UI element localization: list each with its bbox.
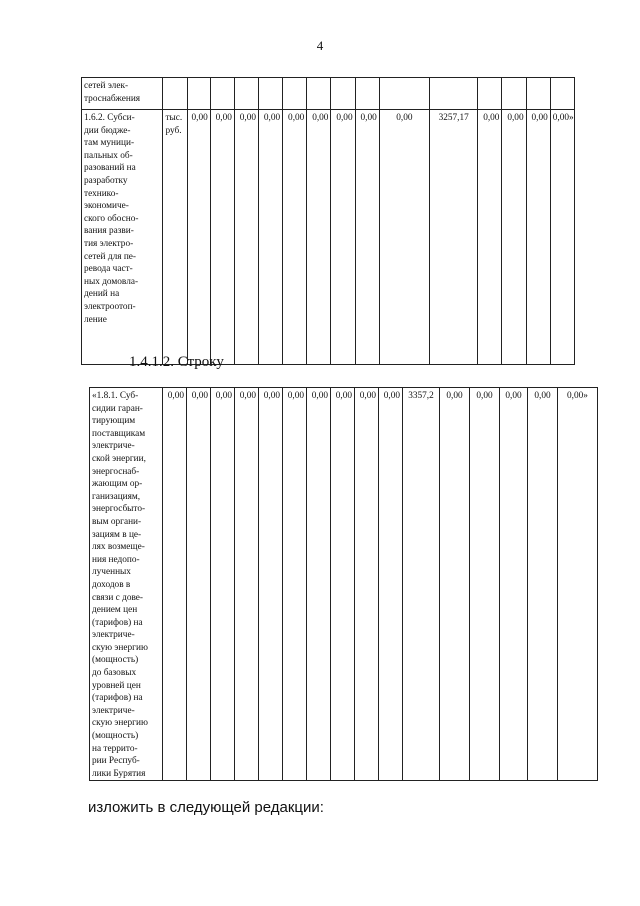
name-line: зациям в це- — [92, 529, 142, 540]
section-heading: 1.4.1.2. Строку — [129, 354, 224, 370]
value-cell: 0,00 — [283, 110, 307, 365]
value-cell: 0,00 — [526, 110, 550, 365]
name-line: скую энергию — [92, 642, 148, 653]
value-cell: 0,00» — [550, 110, 574, 365]
empty-cell — [210, 78, 234, 110]
name-line: поставщикам — [92, 428, 146, 439]
value-cell: 0,00 — [440, 388, 470, 781]
name-line: на террито- — [92, 743, 138, 754]
page-number: 4 — [316, 38, 324, 53]
unit-line: руб. — [165, 125, 182, 136]
name-line: доходов в — [92, 579, 131, 590]
value-cell: 0,00 — [235, 388, 259, 781]
value-cell: 0,00 — [283, 388, 307, 781]
name-line: энергоснаб- — [92, 466, 140, 477]
table-row — [82, 110, 575, 365]
name-line: ревода част- — [84, 264, 133, 275]
table-fragment-2 — [89, 387, 598, 781]
name-line: (мощность) — [92, 655, 139, 666]
name-line: разработку — [84, 175, 128, 186]
name-line: дений на — [84, 289, 120, 300]
table-row — [90, 388, 598, 781]
empty-cell — [355, 78, 379, 110]
name-line: (тарифов) на — [92, 617, 143, 628]
name-line: тия электро- — [84, 238, 134, 249]
value-cell: 0,00 — [502, 110, 526, 365]
empty-cell — [331, 78, 355, 110]
value-cell: 0,00 — [355, 388, 379, 781]
value-cell: 0,00 — [307, 388, 331, 781]
row-name-cell — [90, 388, 163, 781]
unit-line: тыс. — [165, 113, 183, 123]
value-cell: 0,00 — [379, 110, 429, 365]
value-cell: 0,00 — [379, 388, 403, 781]
name-line: рии Респуб- — [92, 756, 140, 767]
name-line: связи с дове- — [92, 592, 144, 603]
value-cell: 0,00 — [528, 388, 558, 781]
value-cell: 0,00 — [259, 110, 283, 365]
value-cell: 0,00 — [211, 388, 235, 781]
name-line: уровней цен — [92, 680, 141, 691]
name-line: лики Бурятия — [92, 768, 146, 779]
row-name-cell — [82, 110, 163, 365]
name-line: троснабжения — [84, 93, 141, 104]
value-cell: 0,00 — [187, 110, 210, 365]
name-line: (мощность) — [92, 731, 139, 742]
name-line: ление — [84, 314, 107, 325]
name-line: 1.6.2. Субси- — [84, 113, 135, 123]
name-line: ганизациям, — [92, 491, 141, 502]
value-cell: 0,00 — [163, 388, 187, 781]
name-line: электриче- — [92, 441, 135, 452]
empty-cell — [550, 78, 574, 110]
unit-cell — [163, 110, 187, 365]
value-cell: 0,00 — [478, 110, 502, 365]
value-cell: 0,00 — [470, 388, 500, 781]
name-line: дии бюдже- — [84, 125, 131, 136]
name-line: дением цен — [92, 605, 138, 616]
empty-cell — [163, 78, 187, 110]
name-line: вым органи- — [92, 516, 142, 527]
name-line: пальных об- — [84, 150, 133, 161]
value-cell: 0,00 — [210, 110, 234, 365]
empty-cell — [379, 78, 429, 110]
name-line: ской энергии, — [92, 453, 146, 464]
name-line: ского обосно- — [84, 213, 139, 224]
value-cell: 3257,17 — [430, 110, 478, 365]
value-cell: 0,00» — [558, 388, 598, 781]
name-line: «1.8.1. Суб- — [92, 391, 139, 401]
name-line: технико- — [84, 188, 119, 199]
name-line: электриче- — [92, 630, 135, 641]
empty-cell — [283, 78, 307, 110]
name-line: ных домовла- — [84, 276, 139, 287]
name-line: там муници- — [84, 138, 135, 149]
value-cell: 0,00 — [259, 388, 283, 781]
empty-cell — [478, 78, 502, 110]
value-cell: 0,00 — [234, 110, 258, 365]
table-row — [82, 78, 575, 110]
name-line: сидии гаран- — [92, 403, 143, 414]
name-line: скую энергию — [92, 718, 148, 729]
empty-cell — [187, 78, 210, 110]
empty-cell — [526, 78, 550, 110]
row-name-cell — [82, 78, 163, 110]
name-line: ния недопо- — [92, 554, 140, 565]
value-cell: 0,00 — [187, 388, 211, 781]
name-line: лях возмеще- — [92, 542, 145, 553]
name-line: жающим ор- — [92, 479, 143, 490]
value-cell: 0,00 — [500, 388, 528, 781]
empty-cell — [234, 78, 258, 110]
name-line: сетей элек- — [84, 81, 129, 91]
name-line: электроотоп- — [84, 301, 136, 312]
closing-text: изложить в следующей редакции: — [88, 799, 324, 816]
value-cell: 0,00 — [307, 110, 331, 365]
empty-cell — [502, 78, 526, 110]
name-line: энергосбыто- — [92, 504, 146, 515]
name-line: до базовых — [92, 668, 137, 679]
value-cell: 0,00 — [331, 110, 355, 365]
name-line: сетей для пе- — [84, 251, 137, 262]
empty-cell — [430, 78, 478, 110]
value-cell: 3357,2 — [403, 388, 440, 781]
name-line: вания разви- — [84, 226, 134, 237]
empty-cell — [259, 78, 283, 110]
name-line: экономиче- — [84, 201, 129, 212]
empty-cell — [307, 78, 331, 110]
name-line: электриче- — [92, 705, 135, 716]
name-line: (тарифов) на — [92, 693, 143, 704]
name-line: лученных — [92, 567, 131, 578]
name-line: тирующим — [92, 416, 136, 427]
table-fragment-1 — [81, 77, 575, 365]
value-cell: 0,00 — [331, 388, 355, 781]
value-cell: 0,00 — [355, 110, 379, 365]
name-line: разований на — [84, 163, 136, 174]
